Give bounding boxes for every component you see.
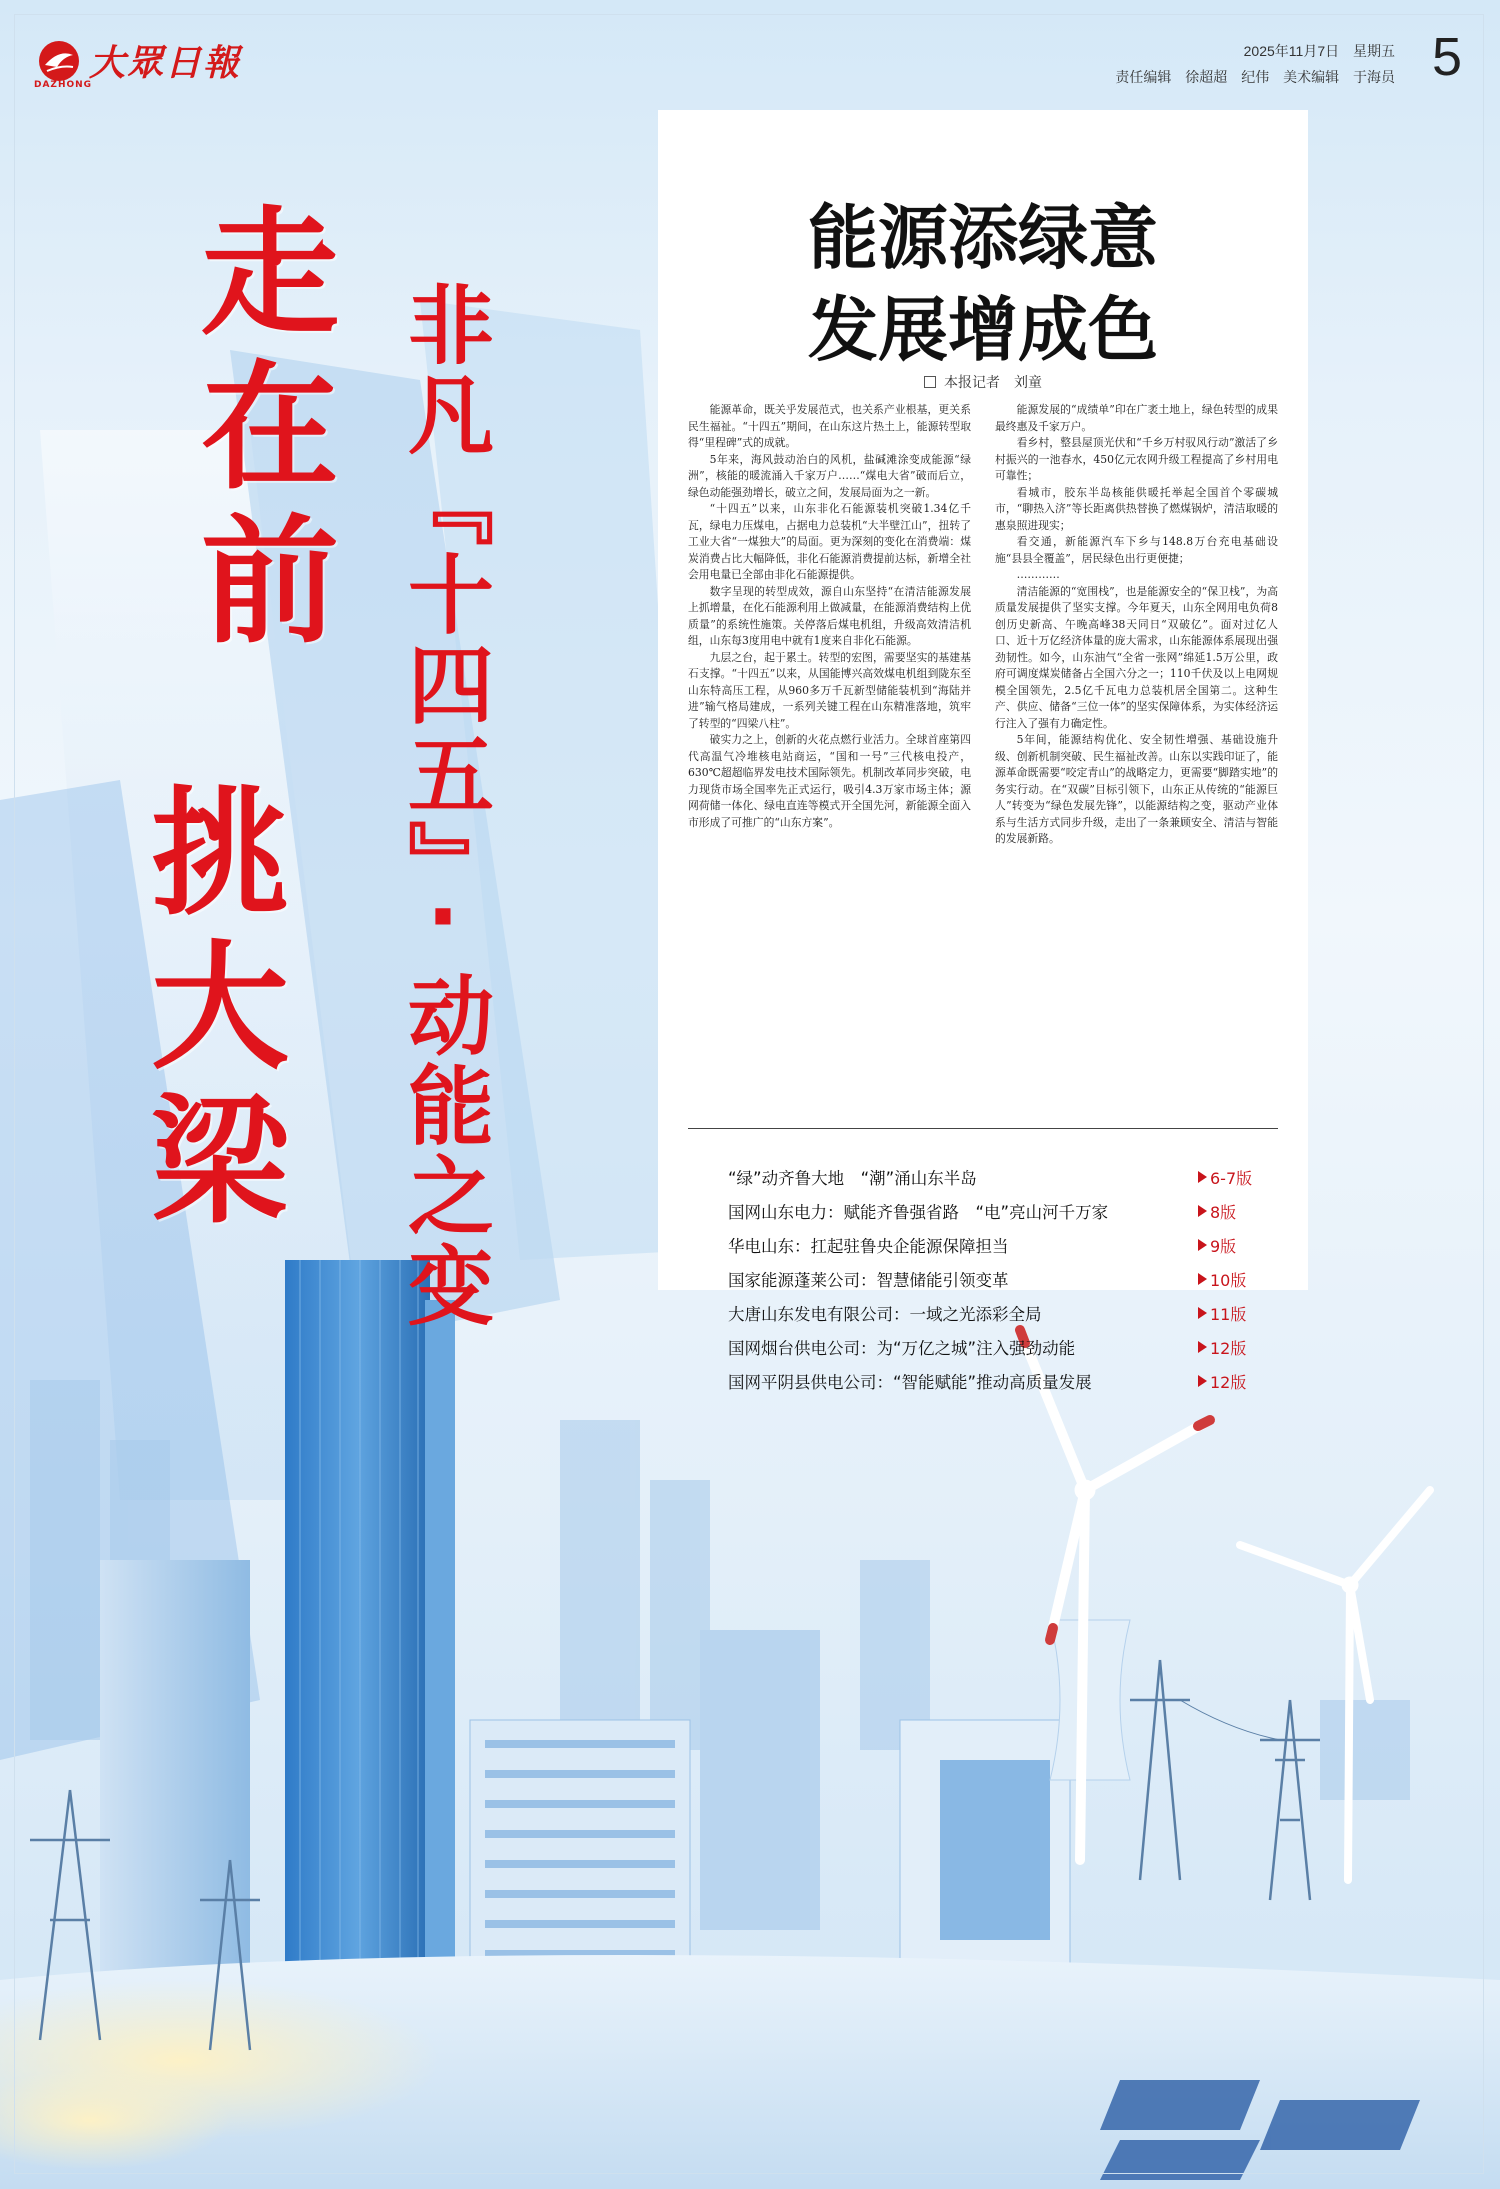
article-paragraph: 清洁能源的“宽围栈”，也是能源安全的“保卫栈”，为高质量发展提供了坚实支撑。今年夏天，山东全网用电负荷8创历史新高、午晚高峰38天同日“双破亿”。面对过亿人口、近十万亿经济体量的庞大需求，山东能源体系展现出强劲韧性。如今，山东油气“全省一张网”绵延1.5万公里，政府可调度煤炭储备占全国六分之一；110千伏及以上电网规模全国领先，2.5亿千瓦电力总装机居全国第二。这种生产、供应、储备“三位一体”的坚实保障体系，为实体经济运行注入了强有力确定性。 bbox=[995, 584, 1278, 730]
article-paragraph: 看乡村，整县屋顶光伏和“千乡万村驭风行动”激活了乡村振兴的一池春水，450亿元农网升级工程提高了乡村用电可靠性； bbox=[995, 436, 1278, 482]
arrow-right-icon bbox=[1198, 1239, 1207, 1251]
contents-title: 大唐山东发电有限公司：一域之光添彩全局 bbox=[728, 1305, 1042, 1324]
contents-page: 8版 bbox=[1198, 1200, 1268, 1223]
newspaper-name: 大眾日報 bbox=[89, 42, 242, 84]
newspaper-logo-icon bbox=[35, 39, 83, 83]
headline-line1: 走在前 bbox=[178, 200, 341, 662]
article-title-line2: 发展增成色 bbox=[808, 289, 1158, 371]
arrow-right-icon bbox=[1198, 1375, 1207, 1387]
contents-page: 11版 bbox=[1198, 1302, 1268, 1325]
contents-page: 9版 bbox=[1198, 1234, 1268, 1257]
edition-info bbox=[1105, 38, 1395, 90]
contents-item[interactable] bbox=[728, 1262, 1268, 1296]
article-paragraph: 九层之台，起于累土。转型的宏图，需要坚实的基建基石支撑。“十四五”以来，从国能博兴高效煤电机组到陇东至山东特高压工程，从960多万千瓦新型储能装机到“海陆并进”输气格局建成，一系列关键工程在山东精准落地，筑牢了转型的“四梁八柱”。 bbox=[688, 650, 971, 730]
article-paragraph: 5年间，能源结构优化、安全韧性增强、基础设施升级、创新机制突破、民生福祉改善。山东以实践印证了，能源革命既需要“咬定青山”的战略定力，更需要“脚踏实地”的务实行动。在“双碳”目标引领下，山东正从传统的“能源巨人”转变为“绿色发展先锋”，以能源结构之变，驱动产业体系与生活方式同步升级，走出了一条兼顾安全、清洁与智能的发展新路。 bbox=[995, 733, 1278, 845]
editor-names: 徐超超 纪伟 bbox=[1185, 69, 1270, 85]
article-paragraph: 能源革命，既关乎发展范式，也关系产业根基，更关系民生福祉。“十四五”期间，在山东这片热土上，能源转型取得“里程碑”式的成就。 bbox=[688, 403, 971, 449]
byline-text: 本报记者 刘童 bbox=[944, 375, 1042, 391]
editor-label: 责任编辑 bbox=[1115, 69, 1172, 85]
contents-title: 华电山东：扛起驻鲁央企能源保障担当 bbox=[728, 1237, 1009, 1256]
contents-item[interactable] bbox=[728, 1160, 1268, 1194]
contents-page: 6-7版 bbox=[1198, 1166, 1268, 1189]
page-number: 5 bbox=[1431, 27, 1462, 87]
issue-date: 2025年11月7日 bbox=[1243, 43, 1340, 59]
masthead bbox=[35, 35, 241, 86]
article-byline bbox=[658, 372, 1308, 392]
article-title bbox=[658, 192, 1308, 376]
contents-page: 10版 bbox=[1198, 1268, 1268, 1291]
article-paragraph: 看城市，胶东半岛核能供暖托举起全国首个零碳城市，“聊热入济”等长距离供热替换了燃煤锅炉，清洁取暖的惠泉照进现实； bbox=[995, 485, 1278, 532]
headline-line2: 挑大梁 bbox=[128, 780, 291, 1242]
contents-title: “绿”动齐鲁大地 “潮”涌山东半岛 bbox=[728, 1169, 977, 1188]
byline-square-icon bbox=[924, 376, 936, 388]
arrow-right-icon bbox=[1198, 1205, 1207, 1217]
article-paragraph: 5年来，海风鼓动治白的风机，盐碱滩涂变成能源“绿洲”，核能的暖流涌入千家万户……“煤电大省”破而后立，绿色动能强劲增长，破立之间，发展局面为之一新。 bbox=[688, 452, 971, 499]
article-paragraph: 看交通，新能源汽车下乡与148.8万台充电基础设施“县县全覆盖”，居民绿色出行更便捷； bbox=[995, 535, 1278, 565]
series-subhead: 非凡『十四五』·动能之变 bbox=[393, 280, 493, 1331]
contents-item[interactable] bbox=[728, 1364, 1268, 1398]
contents-title: 国网平阴县供电公司：“智能赋能”推动高质量发展 bbox=[728, 1373, 1092, 1392]
contents-page: 12版 bbox=[1198, 1370, 1268, 1393]
arrow-right-icon bbox=[1198, 1341, 1207, 1353]
article-paragraph: 能源发展的“成绩单”印在广袤土地上，绿色转型的成果最终惠及千家万户。 bbox=[995, 403, 1278, 433]
article-body bbox=[688, 402, 1278, 1102]
contents-list bbox=[728, 1160, 1268, 1398]
contents-title: 国网烟台供电公司：为“万亿之城”注入强劲动能 bbox=[728, 1339, 1076, 1358]
contents-item[interactable] bbox=[728, 1296, 1268, 1330]
contents-title: 国家能源蓬莱公司：智慧储能引领变革 bbox=[728, 1271, 1009, 1290]
contents-item[interactable] bbox=[728, 1228, 1268, 1262]
art-editor-label: 美术编辑 bbox=[1283, 69, 1340, 85]
contents-page: 12版 bbox=[1198, 1336, 1268, 1359]
article-title-line1: 能源添绿意 bbox=[808, 197, 1158, 279]
contents-item[interactable] bbox=[728, 1194, 1268, 1228]
contents-title: 国网山东电力：赋能齐鲁强省路 “电”亮山河千万家 bbox=[728, 1203, 1109, 1222]
arrow-right-icon bbox=[1198, 1307, 1207, 1319]
contents-item[interactable] bbox=[728, 1330, 1268, 1364]
article-panel bbox=[658, 110, 1308, 1392]
article-paragraph: ………… bbox=[1016, 568, 1060, 581]
issue-weekday: 星期五 bbox=[1353, 43, 1395, 59]
arrow-right-icon bbox=[1198, 1273, 1207, 1285]
article-paragraph: 数字呈现的转型成效，源自山东坚持“在清洁能源发展上抓增量，在化石能源利用上做减量，在能源消费结构上优质量”的系统性施策。关停落后煤电机组，升级高效清洁机组，山东每3度用电中就有1度来自非化石能源。 bbox=[688, 584, 971, 647]
newspaper-name-latin: DAZHONG bbox=[34, 80, 93, 90]
arrow-right-icon bbox=[1198, 1171, 1207, 1183]
art-editor-name: 于海员 bbox=[1353, 69, 1395, 85]
article-paragraph: 破实力之上，创新的火花点燃行业活力。全球首座第四代高温气冷堆核电站商运，“国和一号”三代核电投产，630℃超超临界发电技术国际领先。机制改革同步突破，电力现货市场全国率先正式运行，吸引4.3万家市场主体；源网荷储一体化、绿电直连等模式开全国先河，新能源全面入市形成了可推广的“山东方案”。 bbox=[688, 733, 971, 829]
toc-divider bbox=[688, 1128, 1278, 1129]
article-paragraph: “十四五”以来，山东非化石能源装机突破1.34亿千瓦，绿电力压煤电，占据电力总装机“大半壁江山”，扭转了工业大省“一煤独大”的局面。更为深刻的变化在消费端：煤炭消费占比大幅降低，非化石能源消费提前达标，新增全社会用电量已全部由非化石能源提供。 bbox=[688, 502, 971, 581]
